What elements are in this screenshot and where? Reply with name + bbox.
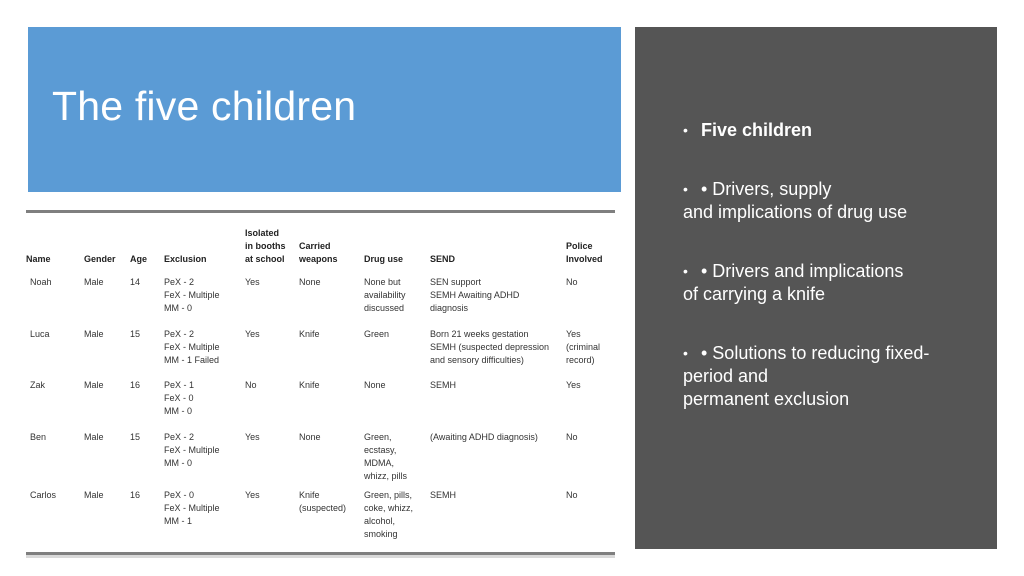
bullet-line: • Drivers and implications <box>701 261 904 281</box>
table-cell-drug-use: Green <box>364 329 390 339</box>
table-cell-age: 16 <box>130 380 141 390</box>
table-cell-exclusion: PeX - 2 FeX - Multiple MM - 1 Failed <box>164 329 220 365</box>
bullet-text <box>683 260 983 306</box>
bullet-item <box>683 178 983 224</box>
table-cell-age: 15 <box>130 329 141 339</box>
table-cell-name: Carlos <box>30 490 57 500</box>
table-cell-police: No <box>566 277 578 287</box>
header-weapons: Carried weapons <box>299 241 338 264</box>
bullet-text <box>683 342 983 411</box>
bullet-text: Five children <box>701 120 813 140</box>
table-cell-police: Yes (criminal record) <box>566 329 601 365</box>
table-cell-drug-use: Green, pills, coke, whizz, alcohol, smoking <box>364 490 414 539</box>
table-cell-drug-use: None but availability discussed <box>364 277 406 313</box>
header-gender: Gender <box>84 254 116 264</box>
header-send: SEND <box>430 254 456 264</box>
bullet-text <box>683 178 983 224</box>
header-age: Age <box>130 254 148 264</box>
table-cell-gender: Male <box>84 432 104 442</box>
table-cell-age: 15 <box>130 432 141 442</box>
header-exclusion: Exclusion <box>164 254 207 264</box>
bullet-marker: • <box>683 122 688 138</box>
table-cell-send: Born 21 weeks gestation SEMH (suspected depression and sensory difficulties) <box>430 329 550 365</box>
header-drug-use: Drug use <box>364 254 404 264</box>
table-cell-send: SEMH <box>430 380 457 390</box>
table-cell-drug-use: None <box>364 380 386 390</box>
table-cell-drug-use: Green, ecstasy, MDMA, whizz, pills <box>364 432 408 481</box>
table-cell-gender: Male <box>84 380 104 390</box>
bullet-line: • Solutions to reducing fixed- <box>701 343 930 363</box>
table-cell-gender: Male <box>84 277 104 287</box>
table-cell-weapons: Knife <box>299 329 320 339</box>
title-banner <box>28 27 621 192</box>
slide-title: The five children <box>52 83 357 129</box>
table-cell-police: No <box>566 490 578 500</box>
bullet-item <box>683 260 983 306</box>
children-table <box>26 210 615 555</box>
table-cell-isolated: Yes <box>245 490 260 500</box>
bullet-marker: • <box>683 345 688 361</box>
bullet-marker: • <box>683 181 688 197</box>
header-name: Name <box>26 254 51 264</box>
table-cell-police: Yes <box>566 380 581 390</box>
table-cell-police: No <box>566 432 578 442</box>
bullet-continuation: of carrying a knife <box>683 284 826 304</box>
table-cell-send: SEN support SEMH Awaiting ADHD diagnosis <box>430 277 520 313</box>
bullet-item <box>683 342 983 411</box>
table-cell-name: Ben <box>30 432 47 442</box>
table-cell-isolated: Yes <box>245 277 260 287</box>
table-cell-name: Luca <box>30 329 50 339</box>
table-cell-weapons: Knife <box>299 380 320 390</box>
bullet-continuation: and implications of drug use <box>683 202 908 222</box>
table-cell-exclusion: PeX - 1 FeX - 0 MM - 0 <box>164 380 195 416</box>
table-cell-send: SEMH <box>430 490 457 500</box>
table-cell-exclusion: PeX - 0 FeX - Multiple MM - 1 <box>164 490 220 526</box>
table-cell-exclusion: PeX - 2 FeX - Multiple MM - 0 <box>164 432 220 468</box>
table-cell-weapons: Knife (suspected) <box>299 490 347 513</box>
bullet-panel <box>635 27 997 549</box>
table-cell-isolated: Yes <box>245 432 260 442</box>
table-cell-weapons: None <box>299 277 321 287</box>
table-cell-send: (Awaiting ADHD diagnosis) <box>430 432 538 442</box>
table-cell-age: 16 <box>130 490 141 500</box>
table-cell-exclusion: PeX - 2 FeX - Multiple MM - 0 <box>164 277 220 313</box>
table-cell-weapons: None <box>299 432 321 442</box>
header-isolated: Isolated in booths at school <box>245 228 286 264</box>
table-cell-gender: Male <box>84 490 104 500</box>
table-cell-isolated: Yes <box>245 329 260 339</box>
bullet-marker: • <box>683 263 688 279</box>
bullet-line: • Drivers, supply <box>701 179 832 199</box>
table-cell-name: Zak <box>30 380 46 390</box>
table-cell-gender: Male <box>84 329 104 339</box>
table-cell-age: 14 <box>130 277 141 287</box>
table-cell-isolated: No <box>245 380 257 390</box>
table-cell-name: Noah <box>30 277 52 287</box>
bullet-continuation: period and permanent exclusion <box>683 366 850 409</box>
bullet-item <box>683 119 983 142</box>
header-police: Police Involved <box>566 241 603 264</box>
